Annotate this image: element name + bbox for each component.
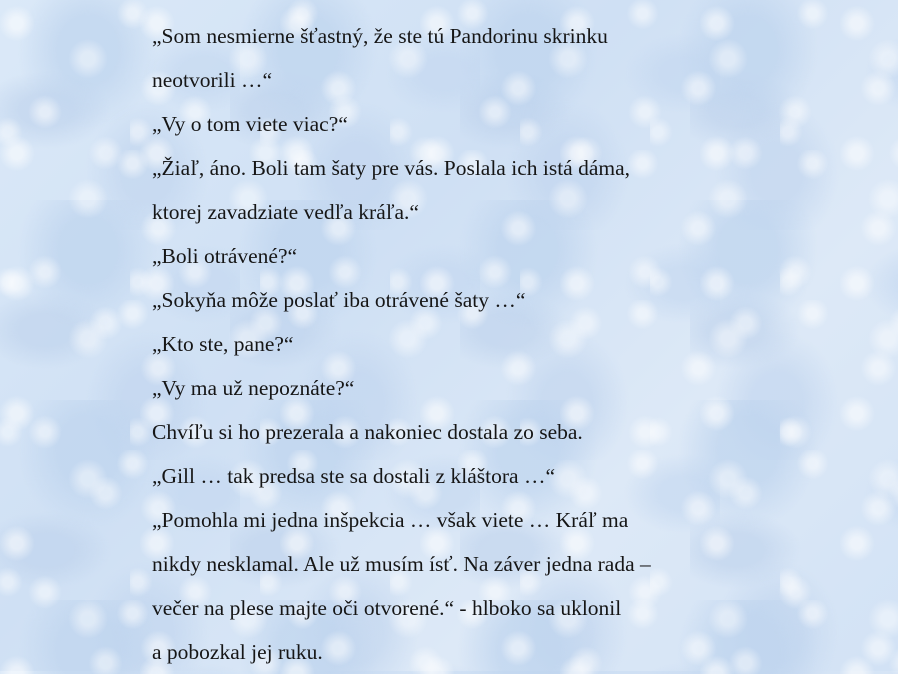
text-line: „Žiaľ, áno. Boli tam šaty pre vás. Poslala ich istá dáma, <box>152 156 631 180</box>
text-line: „Gill … tak predsa ste sa dostali z kláštora …“ <box>152 464 556 488</box>
text-line: „Boli otrávené?“ <box>152 244 298 268</box>
text-line: „Vy ma už nepoznáte?“ <box>152 376 355 400</box>
text-line: večer na plese majte oči otvorené.“ - hlboko sa uklonil <box>152 596 622 620</box>
text-line: „Vy o tom viete viac?“ <box>152 112 348 136</box>
text-line: nikdy nesklamal. Ale už musím ísť. Na záver jedna rada – <box>152 552 651 576</box>
text-line: ktorej zavadziate vedľa kráľa.“ <box>152 200 419 224</box>
document-text <box>152 14 792 674</box>
text-line: „Sokyňa môže poslať iba otrávené šaty …“ <box>152 288 526 312</box>
text-line: neotvorili …“ <box>152 68 273 92</box>
text-line: a pobozkal jej ruku. <box>152 640 323 664</box>
text-line: „Kto ste, pane?“ <box>152 332 294 356</box>
text-line: „Som nesmierne šťastný, že ste tú Pandorinu skrinku <box>152 24 608 48</box>
text-line: „Pomohla mi jedna inšpekcia … však viete … Kráľ ma <box>152 508 629 532</box>
text-line: Chvíľu si ho prezerala a nakoniec dostala zo seba. <box>152 420 583 444</box>
